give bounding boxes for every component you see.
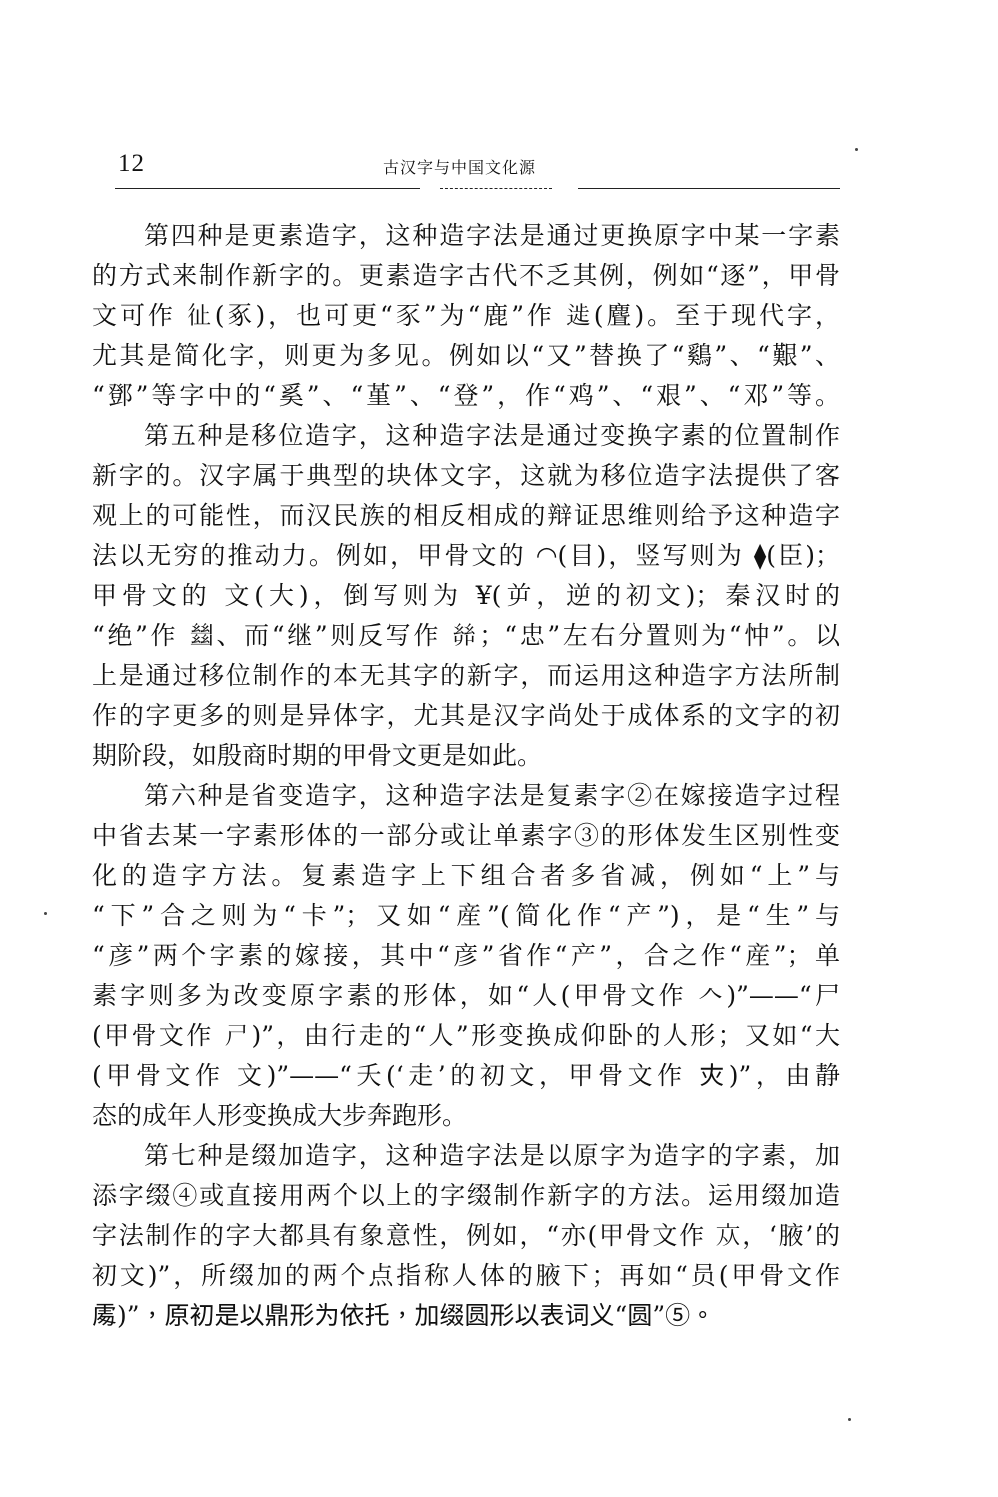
header-rule-right xyxy=(578,188,840,189)
text-line: “绝”作 𢇍、而“继”则反写作 𢇇；“忠”左右分置则为“忡”。以 xyxy=(92,621,840,650)
text-line: 中省去某一字素形体的一部分或让单素字③的形体发生区别性变 xyxy=(92,821,840,850)
text-line: 观上的可能性，而汉民族的相反相成的辩证思维则给予这种造字 xyxy=(92,501,840,530)
text-line: 第六种是省变造字，这种造字法是复素字②在嫁接造字过程 xyxy=(144,781,840,810)
text-line: 初文)”，所缀加的两个点指称人体的腋下；再如“员(甲骨文作 xyxy=(92,1261,840,1290)
scan-speck xyxy=(855,148,858,151)
header-rule-middle xyxy=(440,188,552,189)
text-line: 第五种是移位造字，这种造字法是通过变换字素的位置制作 xyxy=(144,421,840,450)
paragraph-7 xyxy=(92,1136,840,1336)
running-title: 古汉字与中国文化源 xyxy=(383,158,537,177)
header-rule-left xyxy=(115,188,420,189)
text-line: 的方式来制作新字的。更素造字古代不乏其例，例如“逐”，甲骨 xyxy=(92,261,840,290)
text-line: 甲骨文的 ⽂(大)，倒写则为 ¥(屰，逆的初文)；秦汉时的 xyxy=(92,581,840,610)
text-line: “鄧”等字中的“奚”、“堇”、“登”，作“鸡”、“艰”、“邓”等。 xyxy=(92,381,840,410)
paragraph-5 xyxy=(92,416,840,776)
text-line: 期阶段，如殷商时期的甲骨文更是如此。 xyxy=(92,741,543,770)
paragraph-4 xyxy=(92,216,840,416)
text-line: 新字的。汉字属于典型的块体文字，这就为移位造字法提供了客 xyxy=(92,461,840,490)
text-line: 𠁅)”，原初是以鼎形为依托，加缀圆形以表词义“圆”⑤。 xyxy=(92,1301,716,1330)
body-text xyxy=(92,216,840,1336)
scan-speck xyxy=(44,912,47,915)
page-number: 12 xyxy=(118,150,145,177)
text-line: (甲骨文作 ⽂)”——“夭(‘走’的初文，甲骨文作 𡗜)”，由静 xyxy=(92,1061,840,1090)
text-line: “下”合之则为“卡”；又如“産”(简化作“产”)，是“生”与 xyxy=(92,901,840,930)
text-line: 态的成年人形变换成大步奔跑形。 xyxy=(92,1101,468,1130)
text-line: 第七种是缀加造字，这种造字法是以原字为造字的字素，加 xyxy=(144,1141,840,1170)
text-line: 添字缀④或直接用两个以上的字缀制作新字的方法。运用缀加造 xyxy=(92,1181,840,1210)
text-line: 素字则多为改变原字素的形体，如“人(甲骨文作 𠆢)”——“尸 xyxy=(92,981,840,1010)
text-line: (甲骨文作 𡰣)”，由行走的“人”形变换成仰卧的人形；又如“大 xyxy=(92,1021,840,1050)
text-line: 作的字更多的则是异体字，尤其是汉字尚处于成体系的文字的初 xyxy=(92,701,840,730)
paragraph-6 xyxy=(92,776,840,1136)
text-line: “彦”两个字素的嫁接，其中“彦”省作“产”，合之作“産”；单 xyxy=(92,941,840,970)
text-line: 化的造字方法。复素造字上下组合者多省减，例如“上”与 xyxy=(92,861,840,890)
text-line: 文可作 𢓊(豖)，也可更“豕”为“鹿”作 𨔀(麆)。至于现代字， xyxy=(92,301,840,330)
text-line: 上是通过移位制作的本无其字的新字，而运用这种造字方法所制 xyxy=(92,661,840,690)
text-line: 尤其是简化字，则更为多见。例如以“又”替换了“鷄”、“艱”、 xyxy=(92,341,840,370)
text-line: 字法制作的字大都具有象意性，例如，“亦(甲骨文作 𠅃，‘腋’的 xyxy=(92,1221,840,1250)
scan-speck xyxy=(848,1418,851,1421)
text-line: 第四种是更素造字，这种造字法是通过更换原字中某一字素 xyxy=(144,221,840,250)
text-line: 法以无穷的推动力。例如，甲骨文的 ◠(目)，竖写则为 ⧫(臣)； xyxy=(92,541,840,570)
